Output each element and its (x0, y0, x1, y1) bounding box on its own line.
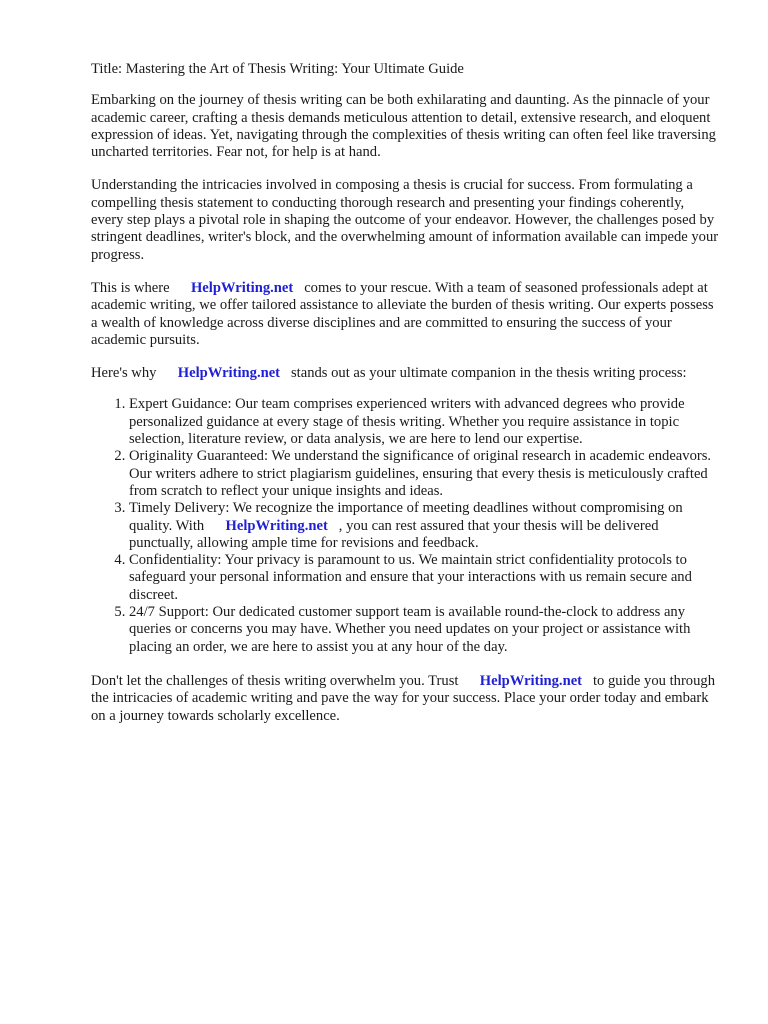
paragraph-rescue-after: comes to your rescue. With a team of seasoned professionals adept at academic writing, we offer tailored assistance to alleviate the burden of thesis writing. Our experts possess a wealth of knowledge across diverse disciplines and are committed to ensuring the success of your academic pursuits. (91, 279, 714, 348)
paragraph-intro: Embarking on the journey of thesis writing can be both exhilarating and daunting. As the pinnacle of your academic career, crafting a thesis demands meticulous attention to detail, extensive research, and eloquent expression of ideas. Yet, navigating through the complexities of thesis writing can often feel like traversing uncharted territories. Fear not, for help is at hand. (91, 92, 716, 161)
list-item-text-after: , you can rest assured that your thesis will be delivered punctually, allowing ample time for revisions and feedback. (129, 517, 659, 551)
paragraph-closing (91, 673, 720, 725)
paragraph-rescue (91, 280, 720, 349)
list-item-text-before: Timely Delivery: We recognize the importance of meeting deadlines without compromising on quality. With (129, 500, 683, 534)
document-title: Title: Mastering the Art of Thesis Writing: Your Ultimate Guide (91, 61, 464, 77)
list-item (129, 500, 720, 552)
helpwriting-link[interactable]: HelpWriting.net (190, 279, 294, 296)
list-item: 2. Originality Guaranteed: We understand the significance of original research in academic endeavors. Our writers adhere to strict plagiarism guidelines, ensuring that every thesis is meticulously crafted from scratch to reflect your unique insights and ideas. (129, 448, 720, 500)
paragraph-closing-before: Don't let the challenges of thesis writing overwhelm you. Trust (91, 672, 459, 689)
paragraph-why (91, 365, 720, 382)
paragraph-understanding: Understanding the intricacies involved in composing a thesis is crucial for success. From formulating a compelling thesis statement to conducting thorough research and presenting your findings coherently, every step plays a pivotal role in shaping the outcome of your endeavor. However, the challenges posed by stringent deadlines, writer's block, and the overwhelming amount of information available can impede your progress. (91, 177, 719, 263)
list-item: 1. Expert Guidance: Our team comprises experienced writers with advanced degrees who provide personalized guidance at every stage of thesis writing. Whether you require assistance in topic selection, literature review, or data analysis, we are here to lend our expertise. (129, 396, 720, 448)
helpwriting-link[interactable]: HelpWriting.net (177, 365, 281, 382)
paragraph-why-before: Here's why (91, 365, 157, 382)
paragraph-closing-after: to guide you through the intricacies of academic writing and pave the way for your success. Place your order today and embark on a journey towards scholarly excellence. (91, 672, 715, 724)
helpwriting-link[interactable]: HelpWriting.net (479, 672, 583, 689)
list-item: 5. 24/7 Support: Our dedicated customer support team is available round-the-clock to address any queries or concerns you may have. Whether you need updates on your project or assistance with placing an order, we are here to assist you at any hour of the day. (129, 604, 720, 656)
reasons-list (91, 396, 720, 655)
list-item: 4. Confidentiality: Your privacy is paramount to us. We maintain strict confidentiality protocols to safeguard your personal information and ensure that your interactions with us remain secure and discreet. (129, 552, 720, 604)
paragraph-why-after: stands out as your ultimate companion in the thesis writing process: (291, 365, 687, 382)
paragraph-rescue-before: This is where (91, 279, 170, 296)
helpwriting-link[interactable]: HelpWriting.net (225, 517, 328, 534)
